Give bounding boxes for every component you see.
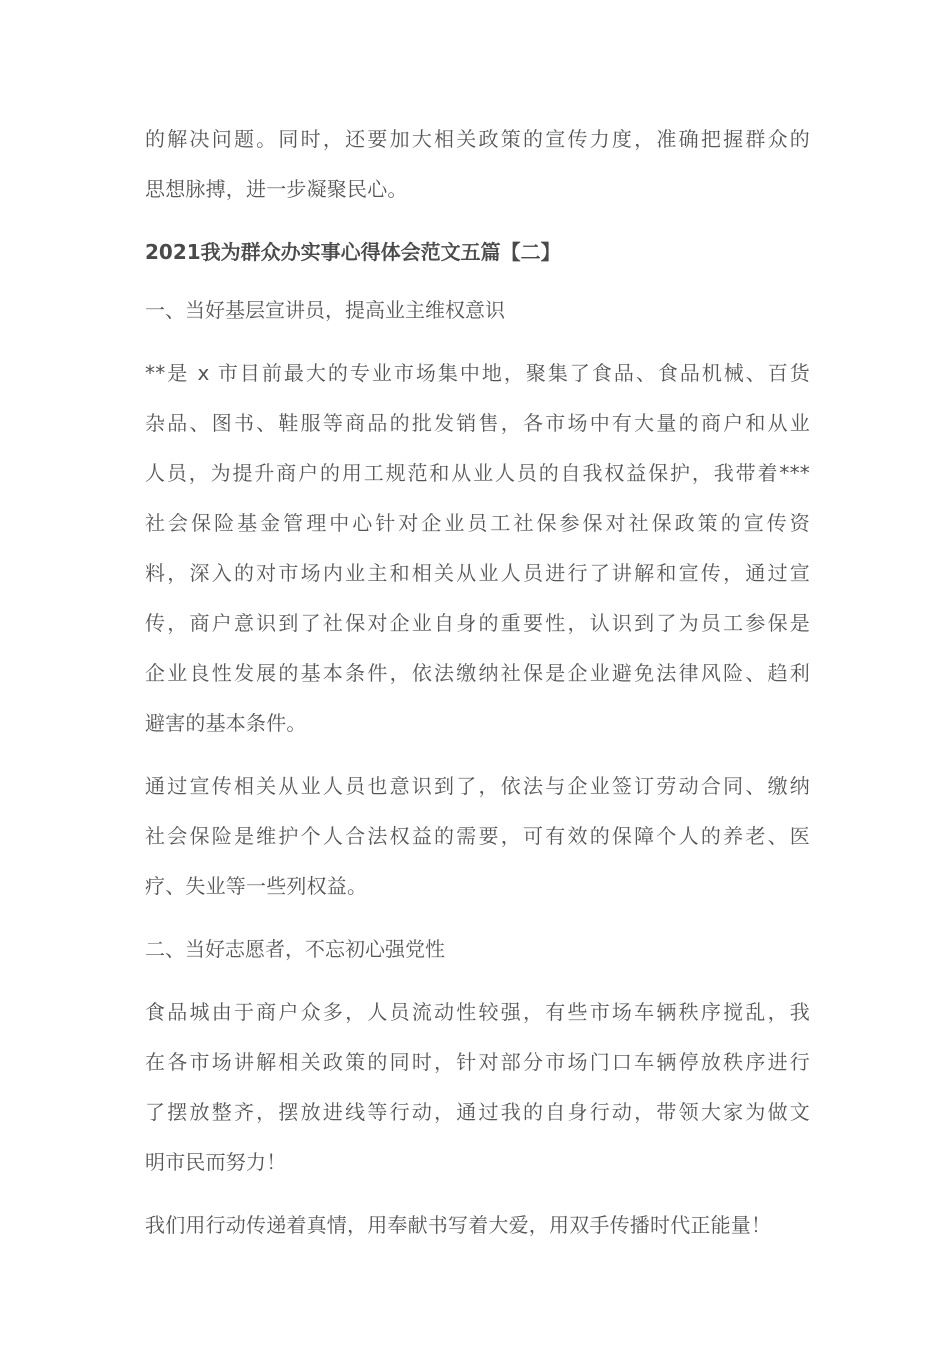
paragraph-section2-a bbox=[145, 987, 810, 1187]
text-line: 我们用行动传递着真情，用奉献书写着大爱，用双手传播时代正能量！ bbox=[145, 1213, 772, 1237]
paragraph-section1-b bbox=[145, 761, 810, 911]
document-page bbox=[145, 114, 810, 1263]
text-line: 企业良性发展的基本条件，依法缴纳社保是企业避免法律风险、趋利 bbox=[145, 661, 810, 685]
section-title-2: 二、当好志愿者，不忘初心强党性 bbox=[145, 937, 445, 961]
text-line: 传，商户意识到了社保对企业自身的重要性，认识到了为员工参保是 bbox=[145, 611, 810, 635]
text-line: 社会保险基金管理中心针对企业员工社保参保对社保政策的宣传资 bbox=[145, 511, 810, 535]
text-line: 了摆放整齐，摆放进线等行动，通过我的自身行动，带领大家为做文 bbox=[145, 1100, 810, 1124]
article-heading: 2021我为群众办实事心得体会范文五篇【二】 bbox=[145, 240, 561, 264]
text-line: 社会保险是维护个人合法权益的需要，可有效的保障个人的养老、医 bbox=[145, 824, 810, 848]
text-line: 的解决问题。同时，还要加大相关政策的宣传力度，准确把握群众的 bbox=[145, 127, 810, 151]
section-title-1: 一、当好基层宣讲员，提高业主维权意识 bbox=[145, 298, 505, 322]
text-line: 人员，为提升商户的用工规范和从业人员的自我权益保护，我带着*** bbox=[145, 461, 810, 485]
text-line: 杂品、图书、鞋服等商品的批发销售，各市场中有大量的商户和从业 bbox=[145, 411, 810, 435]
text-line: **是 x 市目前最大的专业市场集中地，聚集了食品、食品机械、百货 bbox=[145, 361, 810, 385]
paragraph-section2-b bbox=[145, 1200, 810, 1250]
text-line: 食品城由于商户众多，人员流动性较强，有些市场车辆秩序搅乱，我 bbox=[145, 1000, 810, 1024]
paragraph-section1-a bbox=[145, 348, 810, 748]
text-line: 思想脉搏，进一步凝聚民心。 bbox=[145, 177, 408, 201]
text-line: 通过宣传相关从业人员也意识到了，依法与企业签订劳动合同、缴纳 bbox=[145, 774, 810, 798]
text-line: 在各市场讲解相关政策的同时，针对部分市场门口车辆停放秩序进行 bbox=[145, 1050, 810, 1074]
text-line: 料，深入的对市场内业主和相关从业人员进行了讲解和宣传，通过宣 bbox=[145, 561, 810, 585]
paragraph-intro bbox=[145, 114, 810, 214]
text-line: 避害的基本条件。 bbox=[145, 711, 307, 735]
text-line: 疗、失业等一些列权益。 bbox=[145, 874, 368, 898]
text-line: 明市民而努力！ bbox=[145, 1150, 287, 1174]
